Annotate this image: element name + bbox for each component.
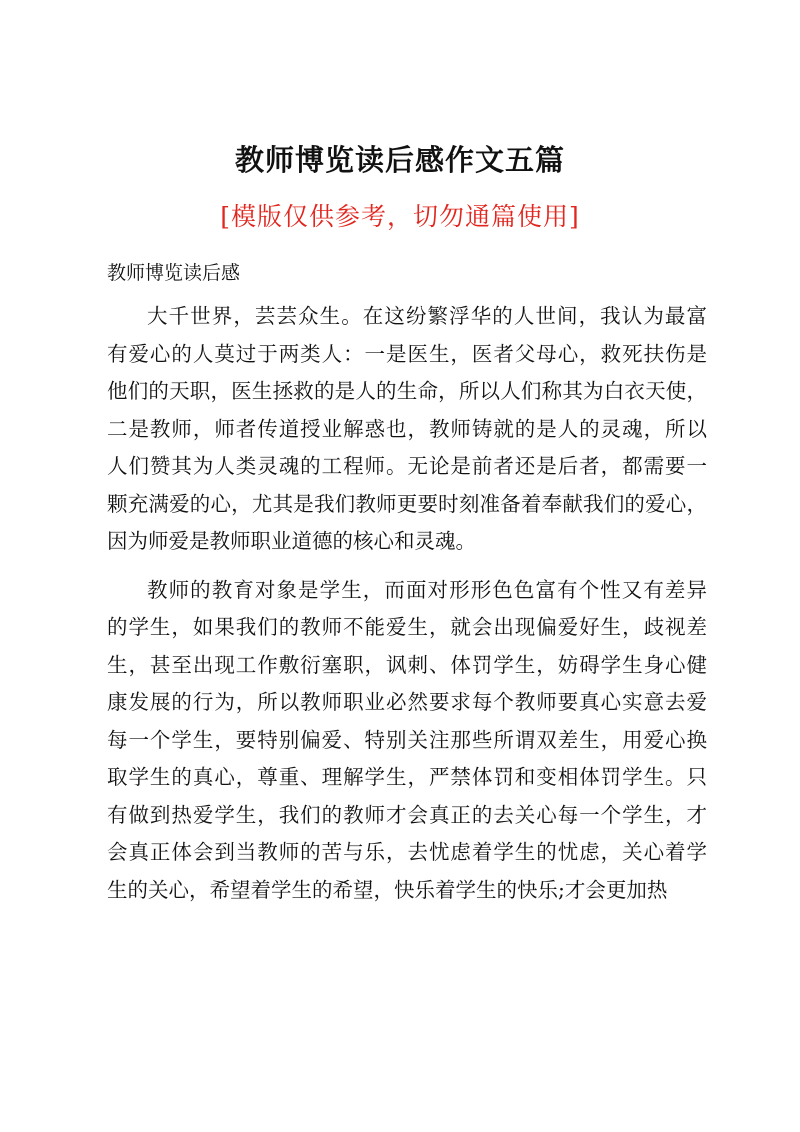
essay-body <box>107 298 707 909</box>
text-line: 生的关心，希望着学生的希望，快乐着学生的快乐;才会更加热 <box>107 877 668 902</box>
text-line: 取学生的真心，尊重、理解学生，严禁体罚和变相体罚学生。只 <box>107 765 707 789</box>
template-notice: [模版仅供参考，切勿通篇使用] <box>220 202 580 231</box>
text-line: 人们赞其为人类灵魂的工程师。无论是前者还是后者，都需要一 <box>107 454 707 478</box>
text-line: 生，甚至出现工作敷衍塞职，讽刺、体罚学生，妨碍学生身心健 <box>107 652 707 677</box>
text-line: 因为师爱是教师职业道德的核心和灵魂。 <box>107 529 476 553</box>
paragraph-1 <box>107 298 707 561</box>
text-line: 颗充满爱的心，尤其是我们教师更要时刻准备着奉献我们的爱心， <box>107 491 707 516</box>
text-line: 他们的天职，医生拯救的是人的生命，所以人们称其为白衣天使， <box>107 379 707 403</box>
text-line: 有爱心的人莫过于两类人：一是医生，医者父母心，救死扶伤是 <box>107 341 707 366</box>
text-line: 康发展的行为，所以教师职业必然要求每个教师要真心实意去爱 <box>107 690 707 714</box>
paragraph-2 <box>107 572 707 910</box>
text-line: 二是教师，师者传道授业解惑也，教师铸就的是人的灵魂，所以 <box>107 416 707 441</box>
document-title: 教师博览读后感作文五篇 <box>234 143 565 177</box>
text-line: 会真正体会到当教师的苦与乐，去忧虑着学生的忧虑，关心着学 <box>107 840 707 864</box>
text-line: 有做到热爱学生，我们的教师才会真正的去关心每一个学生，才 <box>107 802 707 827</box>
text-line: 大千世界，芸芸众生。在这纷繁浮华的人世间，我认为最富 <box>147 304 707 328</box>
text-line: 教师的教育对象是学生，而面对形形色色富有个性又有差异 <box>147 577 707 602</box>
essay-subtitle: 教师博览读后感 <box>107 262 241 284</box>
text-line: 的学生，如果我们的教师不能爱生，就会出现偏爱好生，歧视差 <box>107 615 707 639</box>
text-line: 每一个学生，要特别偏爱、特别关注那些所谓双差生，用爱心换 <box>107 727 707 752</box>
